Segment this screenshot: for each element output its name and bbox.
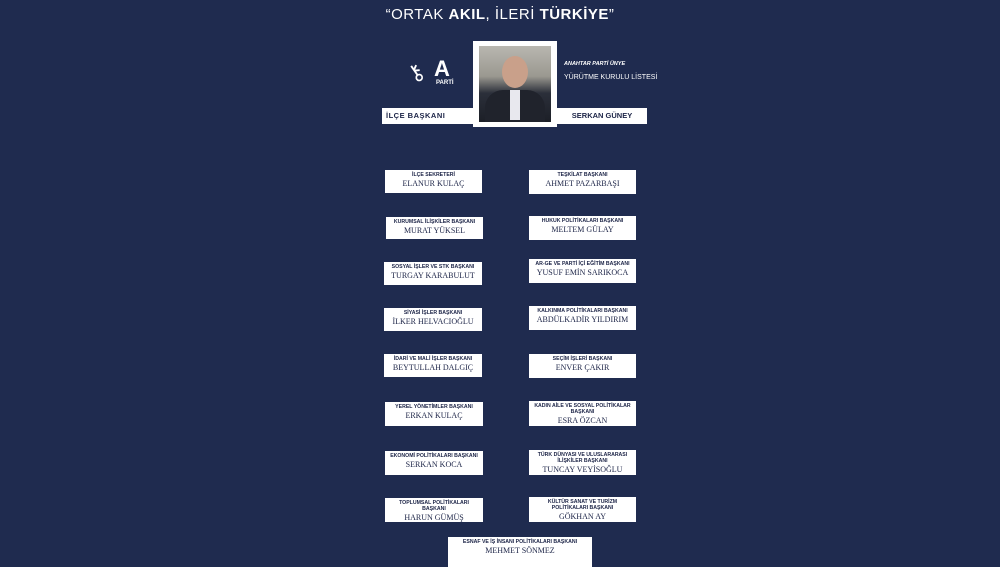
head-name: SERKAN GÜNEY: [557, 108, 647, 124]
member-card: [384, 262, 482, 285]
member-title: İDARİ VE MALİ İŞLER BAŞKANI: [393, 356, 473, 362]
member-name: TURGAY KARABULUT: [391, 271, 475, 280]
slogan-bold-akil: AKIL: [448, 6, 486, 23]
member-title: KADIN AİLE VE SOSYAL POLİTİKALAR BAŞKANI: [534, 403, 631, 415]
member-card: [529, 306, 636, 330]
member-title: SEÇİM İŞLERİ BAŞKANI: [552, 356, 613, 362]
member-name: GÖKHAN AY: [558, 512, 607, 521]
member-name: MELTEM GÜLAY: [551, 225, 614, 234]
slogan-mid: , İLERİ: [485, 6, 540, 23]
member-card: [529, 401, 636, 426]
member-card: [529, 170, 636, 194]
member-name: SERKAN KOCA: [405, 460, 463, 469]
member-card: [386, 217, 483, 239]
member-name: TUNCAY VEYİSOĞLU: [542, 465, 623, 474]
slogan: [0, 6, 1000, 23]
member-title: TOPLUMSAL POLİTİKALARI BAŞKANI: [399, 500, 469, 512]
list-title: YÜRÜTME KURULU LİSTESİ: [564, 74, 658, 81]
member-title: HUKUK POLİTİKALARI BAŞKANI: [541, 218, 624, 224]
member-title: YEREL YÖNETİMLER BAŞKANI: [395, 404, 473, 410]
member-title: TÜRK DÜNYASI VE ULUSLARARASI İLİŞKİLER BAŞKANI: [537, 452, 628, 464]
slogan-bold-turkiye: TÜRKİYE: [539, 6, 609, 23]
member-card: [529, 450, 636, 475]
member-title: TEŞKİLAT BAŞKANI: [557, 172, 608, 178]
member-title: SOSYAL İŞLER VE STK BAŞKANI: [391, 264, 475, 270]
member-card: [385, 451, 483, 475]
member-card: [529, 497, 636, 522]
member-name: ELANUR KULAÇ: [402, 179, 465, 188]
chairman-photo: [473, 41, 557, 127]
member-card: [385, 402, 483, 426]
member-name: BEYTULLAH DALGIÇ: [392, 363, 474, 372]
member-title: KALKINMA POLİTİKALARI BAŞKANI: [537, 308, 628, 314]
party-name: ANAHTAR PARTİ ÜNYE: [564, 61, 626, 67]
party-logo: [402, 56, 458, 92]
member-card: [529, 354, 636, 378]
member-name: AHMET PAZARBAŞI: [545, 179, 620, 188]
member-name: YUSUF EMİN SARIKOCA: [536, 268, 629, 277]
member-name: ABDÜLKADİR YILDIRIM: [536, 315, 629, 324]
slogan-close: ”: [608, 6, 615, 23]
member-title: AR-GE VE PARTİ İÇİ EĞİTİM BAŞKANI: [535, 261, 630, 267]
member-card: [384, 354, 482, 377]
member-name: MEHMET SÖNMEZ: [485, 546, 555, 555]
member-name: İLKER HELVACIOĞLU: [392, 317, 474, 326]
portrait-image: [479, 46, 551, 122]
member-title: KURUMSAL İLİŞKİLER BAŞKANI: [393, 219, 476, 225]
member-card: [529, 216, 636, 240]
member-title: ESNAF VE İŞ İNSANI POLİTİKALARI BAŞKANI: [462, 539, 578, 545]
member-card: [384, 308, 482, 331]
slogan-open: “ORTAK: [385, 6, 449, 23]
member-name: ENVER ÇAKIR: [555, 363, 610, 372]
member-title: EKONOMİ POLİTİKALARI BAŞKANI: [390, 453, 478, 459]
member-name: HARUN GÜMÜŞ: [404, 513, 464, 522]
member-name: ERKAN KULAÇ: [405, 411, 463, 420]
member-card: [385, 170, 482, 193]
member-title: KÜLTÜR SANAT VE TURİZM POLİTİKALARI BAŞKANI: [547, 499, 618, 511]
member-card: [529, 259, 636, 283]
head-title: İLÇE BAŞKANI: [382, 108, 474, 124]
member-name: MURAT YÜKSEL: [403, 226, 466, 235]
member-title: İLÇE SEKRETERİ: [412, 172, 455, 178]
logo-letter: A: [434, 56, 450, 81]
member-card-bottom: [448, 537, 592, 567]
key-icon: ⚷: [402, 57, 430, 88]
member-card: [385, 498, 483, 522]
member-name: ESRA ÖZCAN: [557, 416, 608, 425]
logo-sub: PARTİ: [436, 80, 454, 86]
member-title: SİYASİ İŞLER BAŞKANI: [403, 310, 463, 316]
